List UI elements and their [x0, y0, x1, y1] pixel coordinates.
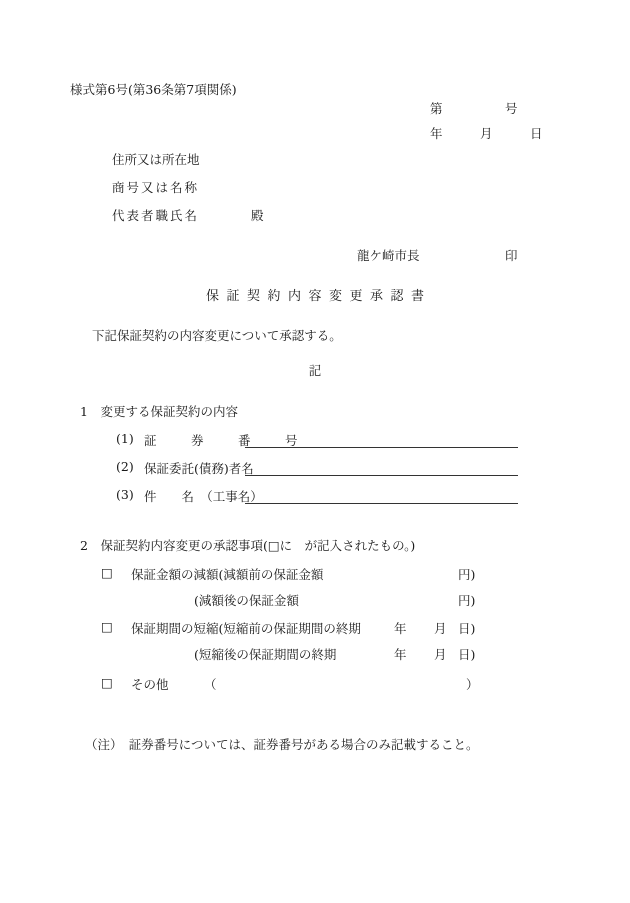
footnote: （注） 証券番号については、証券番号がある場合のみ記載すること。 [85, 737, 479, 752]
item-number: (1) [116, 431, 134, 446]
item-number: (3) [116, 487, 134, 502]
seal-mark: 印 [505, 248, 518, 263]
section2-heading-text: 保証契約内容変更の承認事項(□に が記入されたもの。) [100, 538, 416, 553]
period-shortening-label: 保証期間の短縮(短縮前の保証期間の終期 [131, 621, 361, 636]
section2-number: 2 [80, 538, 88, 553]
ki-marker: 記 [308, 363, 322, 378]
recipient-trade-name-label: 商号又は名称 [112, 180, 200, 195]
amount-after-reduction-label: (減額後の保証金額 [194, 593, 299, 608]
item-label: 保証委託(債務)者名 [144, 461, 254, 476]
recipient-representative-label: 代表者職氏名 [112, 208, 200, 223]
period-before-day-unit: 日) [458, 621, 476, 636]
amount-reduction-unit: 円) [458, 567, 476, 582]
amount-after-reduction-unit: 円) [458, 593, 476, 608]
section2-heading [80, 536, 415, 554]
section1-heading [80, 402, 238, 420]
other-paren-open: （ [204, 677, 217, 692]
item-number: (2) [116, 459, 134, 474]
form-number: 様式第6号(第36条第7項関係) [70, 82, 237, 97]
project-name-input[interactable] [245, 503, 518, 504]
period-after-month-unit: 月 [434, 647, 447, 662]
document-number-field: 第 号 [430, 101, 518, 116]
item-label: 証 券 番 号 [144, 433, 309, 448]
other-paren-close: ） [466, 677, 479, 692]
section1-heading-text: 変更する保証契約の内容 [100, 404, 238, 419]
period-before-month-unit: 月 [434, 621, 447, 636]
period-before-year-unit: 年 [394, 621, 407, 636]
item-label: 件 名 （工事名） [144, 489, 263, 504]
issuer-mayor-title: 龍ケ崎市長 [357, 248, 420, 263]
page-title: 保証契約内容変更承認書 [205, 289, 432, 304]
certificate-number-input[interactable] [245, 447, 518, 448]
checkbox-period-shortening[interactable]: □ [101, 619, 113, 634]
other-label: その他 [131, 677, 169, 692]
section1-number: 1 [80, 404, 88, 419]
period-after-year-unit: 年 [394, 647, 407, 662]
lead-paragraph: 下記保証契約の内容変更について承認する。 [92, 328, 342, 343]
checkbox-other[interactable]: □ [101, 675, 113, 690]
guarantee-entruster-name-input[interactable] [245, 475, 518, 476]
document-date-field: 年 月 日 [430, 126, 543, 141]
amount-reduction-label: 保証金額の減額(減額前の保証金額 [131, 567, 324, 582]
period-after-day-unit: 日) [458, 647, 476, 662]
checkbox-amount-reduction[interactable]: □ [101, 565, 113, 580]
period-after-shortening-label: (短縮後の保証期間の終期 [194, 647, 337, 662]
recipient-honorific: 殿 [251, 208, 264, 223]
recipient-address-label: 住所又は所在地 [112, 152, 200, 167]
